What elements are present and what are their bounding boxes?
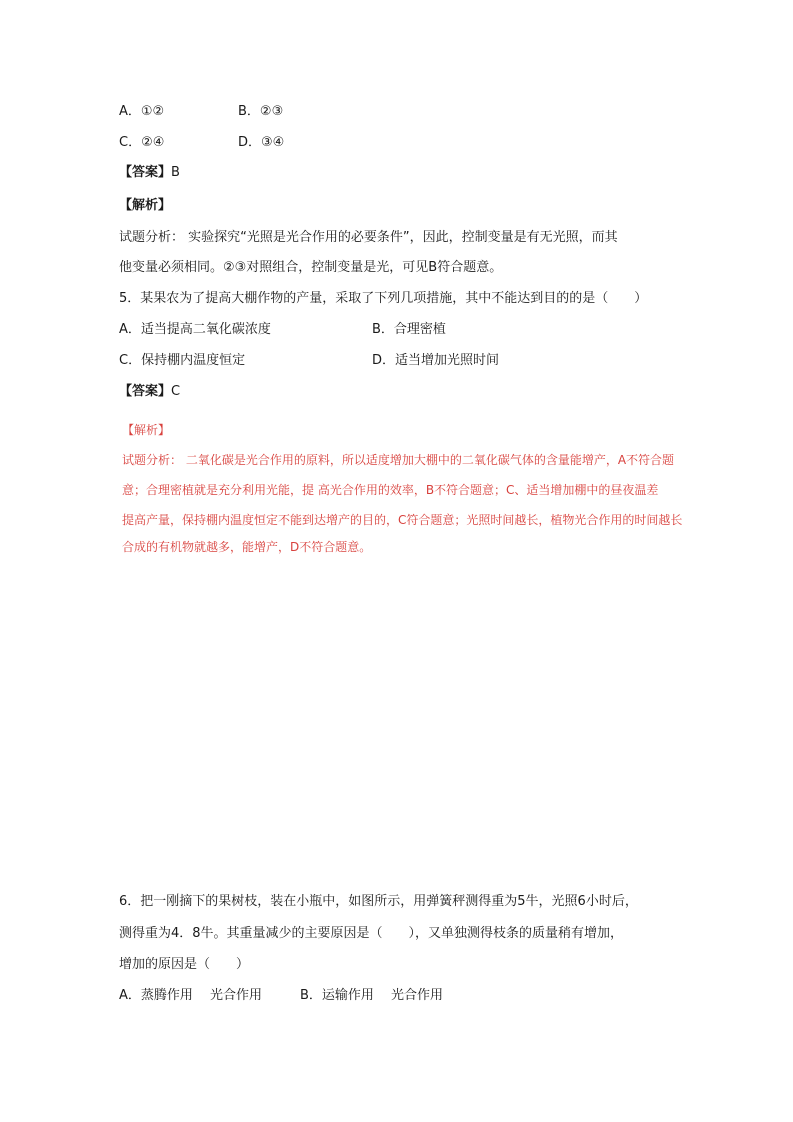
q5-option-d: D．适当增加光照时间	[372, 353, 500, 368]
q5-analysis-label: 【解析】	[122, 423, 171, 437]
q5-question: 5．某果农为了提高大棚作物的产量，采取了下列几项措施，其中不能达到目的的是（ ）	[119, 291, 648, 306]
q5-option-a: A．适当提高二氧化碳浓度	[119, 322, 271, 337]
answer-value: B	[171, 165, 180, 180]
q4-option-d: D．③④	[238, 135, 285, 150]
q4-analysis-label: 【解析】	[119, 198, 172, 213]
q4-option-a: A．①②	[119, 104, 165, 119]
q5-analysis-line: 合成的有机物就越多，能增产，D不符合题意。	[122, 540, 372, 554]
q6-question-line: 6．把一刚摘下的果树枝，装在小瓶中，如图所示，用弹簧秤测得重为5牛，光照6小时后，	[119, 894, 638, 909]
q6-question-line: 测得重为4．8牛。其重量减少的主要原因是（ ），又单独测得枝条的质量稍有增加，	[119, 926, 624, 941]
q4-analysis-line: 他变量必须相同。②③对照组合，控制变量是光，可见B符合题意。	[119, 260, 503, 275]
q6-question-line: 增加的原因是（ ）	[119, 957, 250, 972]
answer-label: 【答案】	[119, 165, 172, 180]
q4-answer	[119, 164, 180, 182]
q5-analysis-line: 提高产量，保持棚内温度恒定不能到达增产的目的，C符合题意；光照时间越长，植物光合作用的时间越长	[122, 513, 683, 527]
answer-value: C	[171, 384, 181, 399]
q4-analysis-line: 试题分析： 实验探究“光照是光合作用的必要条件”，因此，控制变量是有无光照，而其	[119, 230, 618, 245]
q5-answer	[119, 383, 180, 401]
q5-option-b: B．合理密植	[372, 322, 446, 337]
q5-analysis-line: 试题分析： 二氧化碳是光合作用的原料，所以适度增加大棚中的二氧化碳气体的含量能增产，A不符合题	[122, 453, 675, 467]
q5-analysis-line: 意；合理密植就是充分利用光能，提 高光合作用的效率，B不符合题意；C、适当增加棚中的昼夜温差	[122, 483, 659, 497]
q6-option-b: B．运输作用 光合作用	[300, 988, 444, 1003]
q5-option-c: C．保持棚内温度恒定	[119, 353, 246, 368]
q4-option-c: C．②④	[119, 135, 165, 150]
q6-option-a: A．蒸腾作用 光合作用	[119, 988, 263, 1003]
q4-option-b: B．②③	[238, 104, 284, 119]
answer-label: 【答案】	[119, 384, 172, 399]
